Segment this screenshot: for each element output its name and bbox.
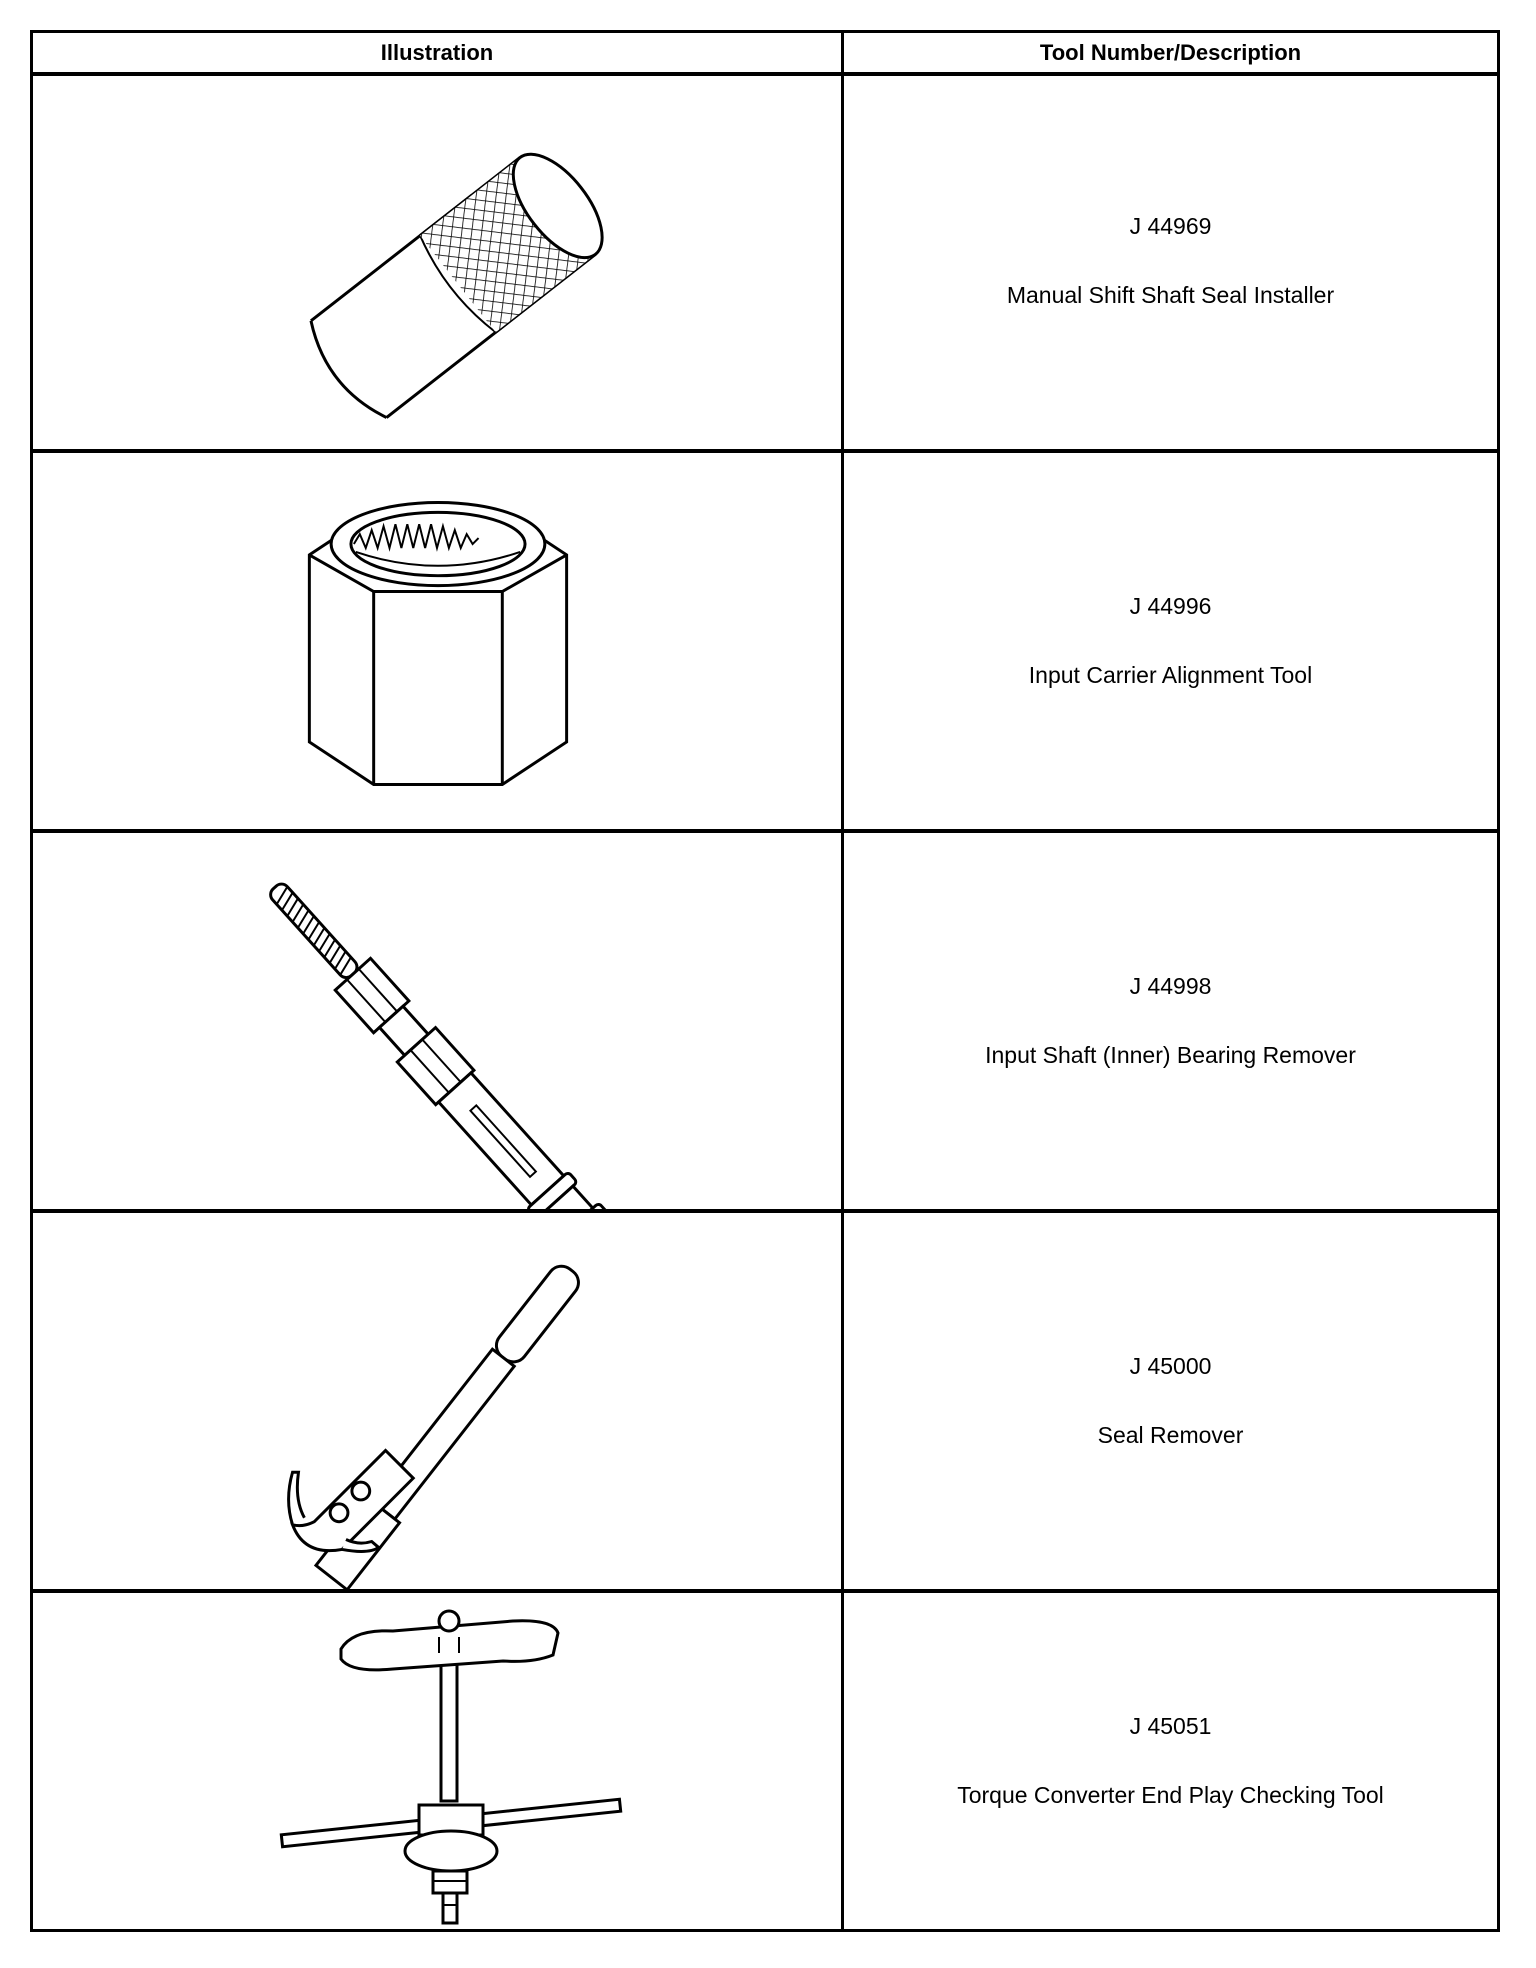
- special-tools-table: [30, 30, 1500, 1932]
- tool-description: Torque Converter End Play Checking Tool: [957, 1782, 1384, 1808]
- tool-description-cell: [844, 72, 1497, 449]
- tool-description: Input Carrier Alignment Tool: [1028, 662, 1313, 688]
- header-illustration: Illustration: [380, 40, 494, 65]
- tool-description-cell: [844, 833, 1497, 1209]
- tool-number: J 44969: [1129, 212, 1212, 239]
- tool-description: Manual Shift Shaft Seal Installer: [1006, 281, 1335, 308]
- tool-number: J 45051: [1129, 1713, 1212, 1739]
- tool-number: J 44998: [1129, 973, 1212, 999]
- knurled-cylinder-installer-icon: [33, 72, 841, 449]
- table-row: [33, 453, 1497, 833]
- splined-hex-socket-icon: [33, 453, 841, 829]
- table-header: [33, 33, 1497, 76]
- table-row: [33, 1593, 1497, 1929]
- hook-seal-remover-icon: [33, 1213, 841, 1589]
- header-tool-number: Tool Number/Description: [1039, 40, 1302, 65]
- tool-number: J 44996: [1129, 593, 1212, 619]
- tool-description-cell: [844, 1593, 1497, 1929]
- tool-description-cell: [844, 453, 1497, 829]
- table-row: [33, 1213, 1497, 1593]
- tool-number: J 45000: [1129, 1353, 1212, 1379]
- tool-description-cell: [844, 1213, 1497, 1589]
- table-row: [33, 833, 1497, 1213]
- tool-description: Seal Remover: [1097, 1422, 1244, 1448]
- t-handle-end-play-tool-icon: [33, 1593, 841, 1929]
- tool-description: Input Shaft (Inner) Bearing Remover: [985, 1042, 1356, 1068]
- threaded-bearing-remover-icon: [33, 833, 841, 1209]
- table-row: [33, 72, 1497, 453]
